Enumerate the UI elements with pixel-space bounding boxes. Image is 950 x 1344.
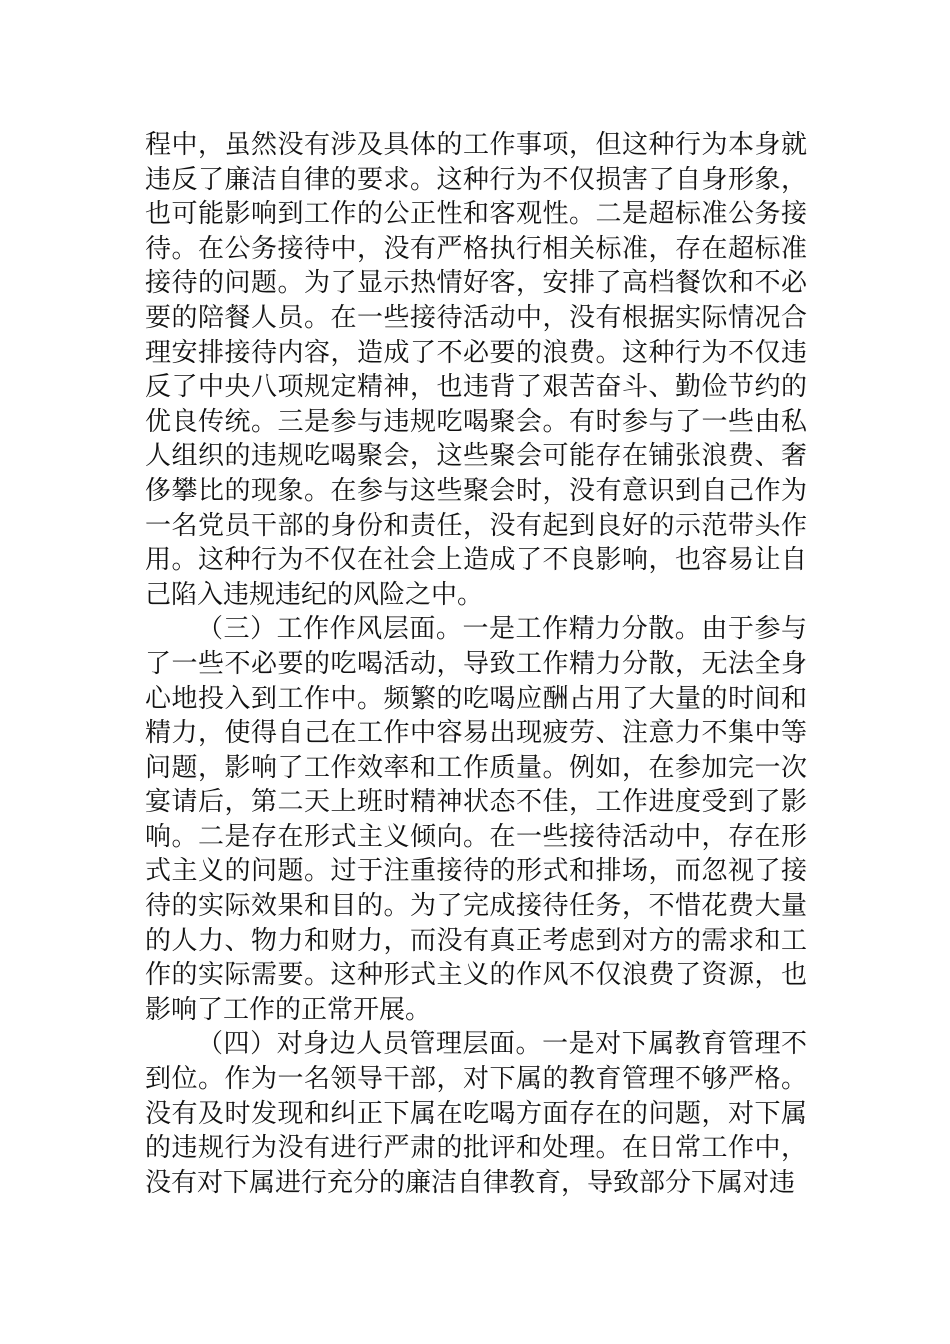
paragraph-continuation: 程中，虽然没有涉及具体的工作事项，但这种行为本身就违反了廉洁自律的要求。这种行为不仅损害了自身形象，也可能影响到工作的公正性和客观性。二是超标准公务接待。在公务接待中，没有严格执行相关标准，存在超标准接待的问题。为了显示热情好客，安排了高档餐饮和不必要的陪餐人员。在一些接待活动中，没有根据实际情况合理安排接待内容，造成了不必要的浪费。这种行为不仅违反了中央八项规定精神，也违背了艰苦奋斗、勤俭节约的优良传统。三是参与违规吃喝聚会。有时参与了一些由私人组织的违规吃喝聚会，这些聚会可能存在铺张浪费、奢侈攀比的现象。在参与这些聚会时，没有意识到自己作为一名党员干部的身份和责任，没有起到良好的示范带头作用。这种行为不仅在社会上造成了不良影响，也容易让自己陷入违规违纪的风险之中。 xyxy=(145,130,807,610)
paragraph-staff-management: （四）对身边人员管理层面。一是对下属教育管理不到位。作为一名领导干部，对下属的教育管理不够严格。没有及时发现和纠正下属在吃喝方面存在的问题，对下属的违规行为没有进行严肃的批评和处理。在日常工作中，没有对下属进行充分的廉洁自律教育，导致部分下属对违 xyxy=(145,1029,807,1198)
document-body xyxy=(145,128,807,1200)
paragraph-work-style: （三）工作作风层面。一是工作精力分散。由于参与了一些不必要的吃喝活动，导致工作精力分散，无法全身心地投入到工作中。频繁的吃喝应酬占用了大量的时间和精力，使得自己在工作中容易出现疲劳、注意力不集中等问题，影响了工作效率和工作质量。例如，在参加完一次宴请后，第二天上班时精神状态不佳，工作进度受到了影响。二是存在形式主义倾向。在一些接待活动中，存在形式主义的问题。过于注重接待的形式和排场，而忽视了接待的实际效果和目的。为了完成接待任务，不惜花费大量的人力、物力和财力，而没有真正考虑到对方的需求和工作的实际需要。这种形式主义的作风不仅浪费了资源，也影响了工作的正常开展。 xyxy=(145,614,807,1025)
